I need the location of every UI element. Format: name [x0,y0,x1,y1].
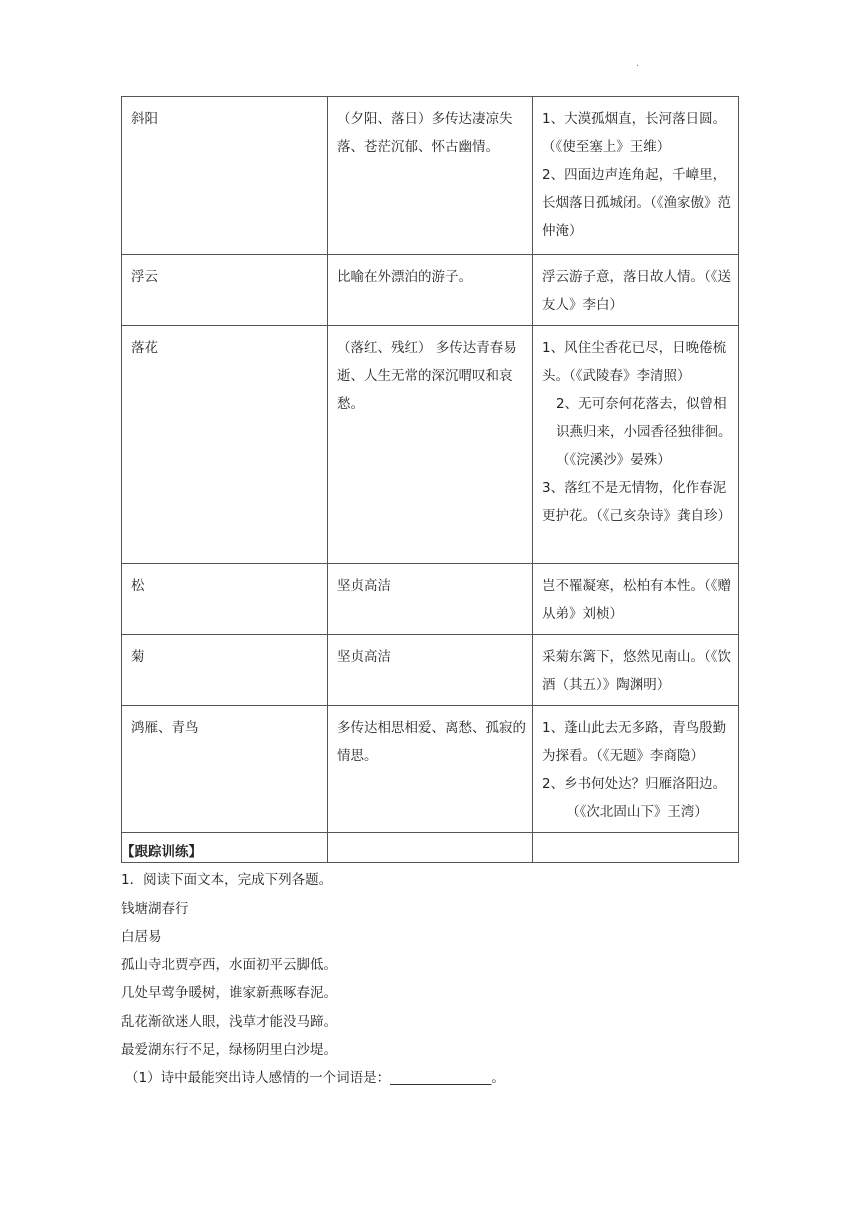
examples-cell [533,326,739,564]
poem-title: 钱塘湖春行 [121,900,189,917]
table-row [122,706,739,833]
exercise-heading: 【跟踪训练】 [121,844,202,860]
poem-line: 乱花渐欲迷人眼，浅草才能没马蹄。 [121,1013,337,1030]
examples-cell [533,635,739,706]
poem-author: 白居易 [121,928,162,945]
example-line: 2、无可奈何花落去，似曾相识燕归来，小园香径独徘徊。（《浣溪沙》晏殊） [556,396,732,468]
image-cell: 菊 [122,635,328,706]
table-row [122,564,739,635]
meaning-cell: （落红、残红） 多传达青春易逝、人生无常的深沉喟叹和哀愁。 [328,326,533,564]
example-line: 1、蓬山此去无多路，青鸟殷勤为探看。（《无题》李商隐） [542,720,727,764]
example-line: 2、乡书何处达？归雁洛阳边。 [542,776,727,792]
meaning-cell: 坚贞高洁 [328,635,533,706]
example-line: （《次北固山下》王湾） [566,804,708,820]
image-cell: 落花 [122,326,328,564]
table-row [122,326,739,564]
meaning-cell: 坚贞高洁 [328,564,533,635]
table-row [122,635,739,706]
example-line: 浮云游子意，落日故人情。（《送友人》李白） [542,269,731,313]
meaning-cell: 多传达相思相爱、离愁、孤寂的情思。 [328,706,533,833]
example-line: 岂不罹凝寒，松柏有本性。（《赠从弟》刘桢） [542,578,731,622]
example-line: 采菊东篱下，悠然见南山。（《饮酒（其五）》陶渊明） [542,649,731,693]
meaning-cell: 比喻在外漂泊的游子。 [328,255,533,326]
table-row [122,255,739,326]
exercise-section [121,838,761,1093]
exercise-instruction: 1．阅读下面文本，完成下列各题。 [121,872,333,889]
example-line: 3、落红不是无情物，化作春泥更护花。（《己亥杂诗》龚自珍） [542,480,731,524]
question-1: （1）诗中最能突出诗人感情的一个词语是：_______________。 [125,1070,505,1087]
image-cell: 松 [122,564,328,635]
image-cell: 浮云 [122,255,328,326]
meaning-cell: （夕阳、落日）多传达凄凉失落、苍茫沉郁、怀古幽情。 [328,97,533,255]
examples-cell [533,706,739,833]
example-line: 1、风住尘香花已尽，日晚倦梳头。（《武陵春》李清照） [542,340,727,384]
poem-line: 最爱湖东行不足，绿杨阴里白沙堤。 [121,1042,337,1059]
examples-cell [533,255,739,326]
imagery-table [121,96,739,863]
table-row [122,97,739,255]
page-mark: . [636,58,640,69]
examples-cell [533,97,739,255]
poem-line: 几处早莺争暖树，谁家新燕啄春泥。 [121,985,337,1002]
image-cell: 鸿雁、青鸟 [122,706,328,833]
poem-line: 孤山寺北贾亭西，水面初平云脚低。 [121,957,337,974]
image-cell: 斜阳 [122,97,328,255]
examples-cell [533,564,739,635]
example-line: 1、大漠孤烟直，长河落日圆。（《使至塞上》王维） [542,111,727,155]
example-line: 2、四面边声连角起，千嶂里，长烟落日孤城闭。（《渔家傲》范仲淹） [542,167,731,239]
